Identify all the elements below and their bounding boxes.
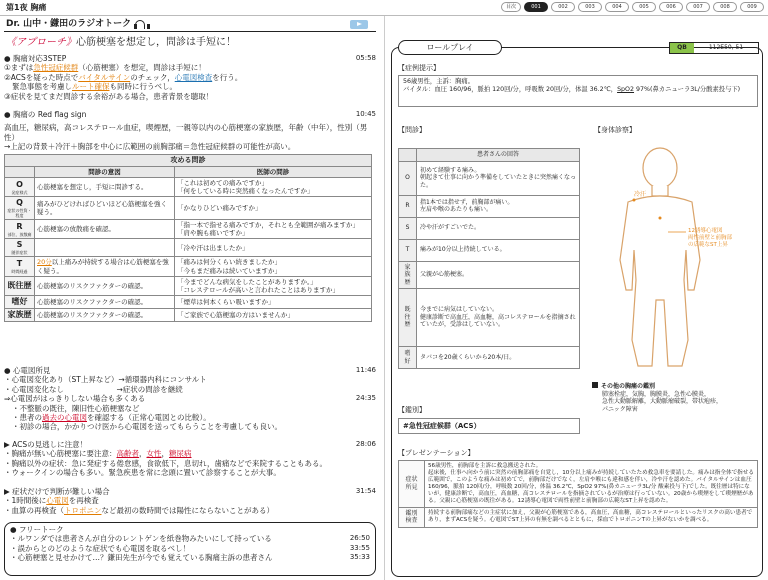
row-key: S 随伴症状 [5, 239, 35, 257]
case-box: 56歳男性，主訴：胸痛。 バイタル：血圧 160/96，脈拍 120回/分，呼吸数 20回/分，体温 36.2℃，SpO2 97%(鼻カニューラ3L/分酸素投与下) [398, 75, 758, 107]
section-heading: ▶ 症状だけで判断が難しい場合 31:54 [4, 487, 376, 496]
timestamp[interactable]: 24:35 [355, 394, 376, 403]
section-heading: ● 心電図所見 11:46 [4, 366, 376, 375]
table-row [5, 257, 372, 276]
page-title: 第1夜 胸痛 [6, 3, 47, 12]
row-key: Q 症状の性質・程度 [5, 197, 35, 220]
ecg-line: ・初診の場合，かかりつけ医から心電図を送ってもらうことを考慮しても良い。 [12, 422, 282, 432]
row-key: S [399, 217, 417, 239]
row-question: 「かなりひどい痛みですか」 [175, 197, 372, 220]
section-heading: ● フリートーク [10, 525, 370, 534]
tab-bar [501, 2, 764, 12]
approach-line [6, 37, 236, 50]
column-header: 医師の問診 [175, 166, 372, 177]
table-row [5, 197, 372, 220]
acs-line: ・胸痛が無い心筋梗塞に要注意：高齢者，女性，糖尿病 [4, 449, 192, 459]
row-key: O [399, 161, 417, 195]
table-row [399, 239, 580, 261]
row-key: 既往歴 [5, 276, 35, 295]
table-row [5, 276, 372, 295]
row-question: 「煙草は何本くらい吸いますか」 [175, 295, 372, 308]
diagnosis-box: #急性冠症候群（ACS） [398, 418, 580, 434]
acs-line: ・胸痛以外の症状：急に発症する倦怠感，食欲低下，息切れ，歯痛などで来院することもある。 [4, 458, 327, 468]
timestamp[interactable]: 10:45 [355, 110, 376, 118]
step-2: ②ACSを疑った時点でバイタルサインのチェック，心電図検査を行う。 [4, 72, 243, 82]
row-intent: 痛みがひどければひどいほど心筋梗塞を強く疑う。 [35, 197, 175, 220]
table-row [399, 507, 758, 527]
row-key: 嗜好 [5, 295, 35, 308]
free-talk-item: ・ルワンダでは患者さんが自分のレントゲンを紙巻物みたいにして持っている 26:50 [10, 534, 370, 544]
red-flag-line: →上記の背景＋冷汗＋胸部を中心に広範囲の前胸部痛＝急性冠症候群の可能性が高い。 [4, 142, 296, 152]
row-key: O 発症様式 [5, 177, 35, 196]
difficult-line: ・1時間後に心電図を再検査 [4, 496, 99, 506]
timestamp[interactable]: 26:50 [349, 534, 370, 543]
tab-002[interactable]: 002 [551, 2, 575, 12]
row-question: 「ご家族で心筋梗塞の方はいませんか」 [175, 308, 372, 321]
row-intent: 20分以上痛みが持続する場合は心筋梗塞を強く疑う。 [35, 257, 175, 276]
row-key: T 時間経過 [5, 257, 35, 276]
square-icon [592, 382, 598, 388]
tab-005[interactable]: 005 [632, 2, 656, 12]
row-answer: 痛みが10分以上持続している。 [417, 239, 580, 261]
tab-003[interactable]: 003 [578, 2, 602, 12]
row-answer: 今までに病気はしていない。 健康診断で高血圧，高血糖，高コレステロールを指摘されていたが，受診はしていない。 [417, 289, 580, 347]
aggressive-interview-table [4, 154, 372, 322]
row-question: 「痛みは何分くらい続きましたか」 「今もまだ痛みは続いていますか」 [175, 257, 372, 276]
table-row [399, 217, 580, 239]
row-key: 家族歴 [399, 261, 417, 289]
row-intent: 心筋梗塞のリスクファクターの確認。 [35, 308, 175, 321]
row-key: R 部位，放散痛 [5, 220, 35, 239]
section-red-flag [4, 110, 376, 152]
table-row [5, 239, 372, 257]
row-text: 56歳男性，前胸部を主訴に救急搬送された。 起床後，仕事へ向かう前に突然の前胸部痛を自覚し，10分以上痛みが持続していたため救急車を要請した。痛みは指全体で指せる広範囲で，このような痛みは初めてで，前胸部だけでなく，左肩や喉にも違和感を伴い，冷や汗を認めた。バイタルサインは血圧 160/96，脈拍 120回/分，呼吸数 20回/分，体温 36.2℃，SpO2 97%(鼻カニューラ3L/分 酸素投与下)でした。既往歴は特にないが，健康診断で，高血圧，高血糖，高コレステロールを指摘されているが治療は行っていない。20歳から喫煙をして喫煙歴がある。父親に心筋梗塞の既往がある。12誘導心電図で両性前壁と前胸部の広範なST上昇を認めた。 [425, 461, 758, 508]
cold-sweat-label: 冷汗 [634, 191, 647, 198]
section-heading: ● 胸痛対応3STEP 05:58 [4, 54, 376, 63]
step-2b: 緊急事態を考慮しルート確保も同時に行うべし。 [12, 82, 177, 92]
row-answer: 冷や汗がすごいでた。 [417, 217, 580, 239]
ecg-line: ・心電図変化あり（ST上昇など）→循環器内科にコンサルト [4, 375, 207, 385]
row-key: 家族歴 [5, 308, 35, 321]
table-row [5, 308, 372, 321]
free-talk-item: ・誤からとのどのような症状でも心電図を取るべし！ 33:55 [10, 543, 370, 553]
row-question: 「今までどんな病気をしたことがありますか。」 「コレステロールが高いと言われたことはありますか」 [175, 276, 372, 295]
table-row [5, 295, 372, 308]
row-text: 持続する前胸部痛などの主症状に加え，父親が心筋梗塞である，高血圧，高血糖，高コレステロールといったリスクの高い患者であり，まずACSを疑う。心電図でST上昇の有無を調べるとともに，採血でトロポニンTの上昇がないかを調べる。 [425, 507, 758, 527]
tab-004[interactable]: 004 [605, 2, 629, 12]
table-row [399, 347, 580, 369]
tab-006[interactable]: 006 [659, 2, 683, 12]
section-ecg [4, 366, 376, 432]
section-heading: ▶ ACSの見逃しに注意！ 28:06 [4, 440, 376, 449]
section-acs-warning [4, 440, 376, 478]
column-header: 患者さんの回答 [417, 149, 580, 162]
step-1: ①まずは急性冠症候群（心筋梗塞）を想定，問診は手短に！ [4, 63, 206, 73]
timestamp[interactable]: 33:55 [349, 543, 370, 552]
timestamp[interactable]: 31:54 [355, 487, 376, 495]
row-answer: 父親が心筋梗塞。 [417, 261, 580, 289]
tab-008[interactable]: 008 [713, 2, 737, 12]
ecg-line: ⇒心電図がはっきりしない場合も多くある 24:35 [4, 394, 376, 404]
section-3step [4, 54, 376, 101]
free-talk-box [4, 522, 376, 576]
difficult-line: ・血算の再検査（トロポニンなど最初の数時間では陽性にならないことがある） [4, 505, 274, 515]
approach-text: 心筋梗塞を想定し，問診は手短に！ [76, 37, 236, 48]
table-row [399, 461, 758, 508]
timestamp[interactable]: 35:33 [349, 553, 370, 562]
row-key: 嗜好 [399, 347, 417, 369]
ecg-line: ・不整脈の既往，陳旧性心筋梗塞など [12, 403, 140, 413]
interview-label: 【問診】 [398, 126, 426, 134]
free-talk-item: ・心筋梗塞と見せかけて…？鎌田先生が今でも覚えている胸痛主訴の患者さん 35:33 [10, 553, 370, 563]
column-divider [384, 16, 385, 580]
table-row [399, 261, 580, 289]
row-intent: 心筋梗塞のリスクファクターの確認。 [35, 276, 175, 295]
table-row [399, 195, 580, 217]
row-answer: タバコを20歳くらいから20本/日。 [417, 347, 580, 369]
row-question: 「指一本で指せる痛みですか，それとも全範囲が痛みますか」 「肩や腕も痛いですか」 [175, 220, 372, 239]
row-key: R [399, 195, 417, 217]
ecg-note: 12誘導心電図 両性前壁と前胸部 の広範なST上昇 [688, 228, 733, 249]
row-intent [35, 239, 175, 257]
radio-talk-title: Dr. 山中・鎌田のラジオトーク [6, 18, 132, 29]
ecg-line: ・患者の過去の心電図を確認する（正常心電図との比較）。 [12, 412, 211, 422]
row-intent: 心筋梗塞のリスクファクターの確認。 [35, 295, 175, 308]
row-key: T [399, 239, 417, 261]
roleplay-title: ロールプレイ [398, 40, 502, 55]
row-key: 症状 所見 [399, 461, 425, 508]
table-row [399, 161, 580, 195]
ecg-line: ・心電図変化なし →症状の問診を継続 [4, 384, 183, 394]
table-row [399, 289, 580, 347]
tab-007[interactable]: 007 [686, 2, 710, 12]
row-key: 既往歴 [399, 289, 417, 347]
presentation-table [398, 460, 758, 528]
timestamp[interactable]: 28:06 [355, 440, 376, 448]
column-header: 問診の意図 [35, 166, 175, 177]
row-intent: 心筋梗塞を想定し，手短に問診する。 [35, 177, 175, 196]
row-intent: 心筋梗塞の放散痛を確認。 [35, 220, 175, 239]
row-answer: 指1本では指せず，前胸部が痛い。 左肩や喉のあたりも痛い。 [417, 195, 580, 217]
table-row [5, 177, 372, 196]
row-key: 鑑別 検査 [399, 507, 425, 527]
tab-目次[interactable]: 目次 [501, 2, 521, 12]
play-button[interactable] [350, 20, 368, 29]
differential-label: 【鑑別】 [398, 406, 426, 414]
row-answer: 初めて経験する痛み。 朝起きて仕事に向かう準備をしていたときに突然痛くなった。 [417, 161, 580, 195]
section-heading: ● 胸痛の Red flag sign 10:45 [4, 110, 376, 119]
section-difficult [4, 487, 376, 515]
timestamp[interactable]: 11:46 [355, 366, 376, 374]
row-question: 「これは初めての痛みですか」 「何をしている時に突然痛くなったんですか」 [175, 177, 372, 196]
interview-table [398, 148, 580, 369]
timestamp[interactable]: 05:58 [355, 54, 376, 62]
row-question: 「冷や汗は出ましたか」 [175, 239, 372, 257]
exam-label: 【身体診察】 [594, 126, 636, 134]
step-3: ③症状を見てまだ問診する余裕がある場合，患者背景を聴取！ [4, 91, 214, 101]
table-row [5, 220, 372, 239]
tab-001[interactable]: 001 [524, 2, 548, 12]
case-label: 【症例提示】 [398, 64, 440, 72]
qb-reference[interactable]: QB 112E50, 51 [669, 42, 759, 54]
acs-line: ・ウォークインの場合も多い。緊急疾患を常に念頭に置いて診察することが大事。 [4, 468, 281, 478]
differential-legend: その他の胸痛の鑑別 肺塞栓症，気胸，胸膜炎，急性心膜炎， 急性大動脈解離，大動脈瘤破裂，帯状疱疹， パニック障害 [592, 382, 762, 413]
red-flag-line: 高血圧，糖尿病，高コレステロール血症，喫煙歴，一親等以内の心筋梗塞の家族歴，年齢（中年），性別（男性） [4, 123, 368, 142]
table-caption: 攻める問診 [5, 155, 372, 167]
approach-label: 《アプローチ》 [6, 37, 76, 48]
body-figure [588, 140, 760, 376]
headphones-icon [134, 20, 144, 29]
tab-009[interactable]: 009 [740, 2, 764, 12]
presentation-label: 【プレゼンテーション】 [398, 449, 475, 457]
radio-talk-header [4, 18, 376, 32]
